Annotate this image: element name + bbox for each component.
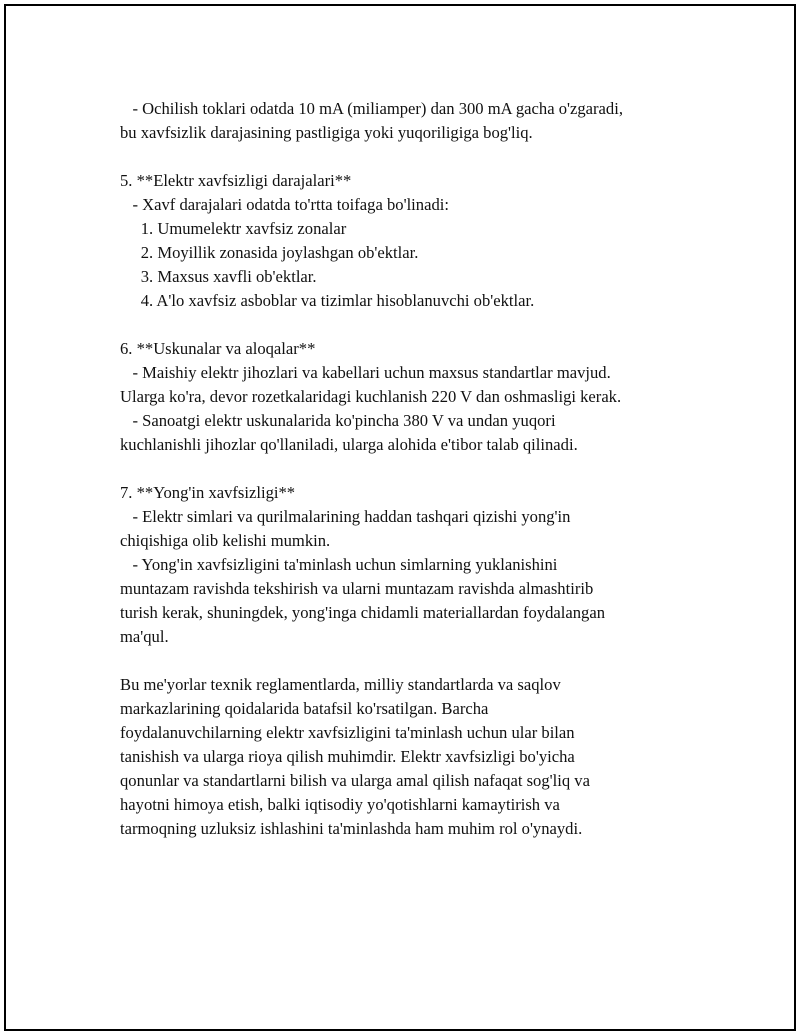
text-line: markazlarining qoidalarida batafsil ko'rsatilgan. Barcha [120, 699, 489, 718]
section-4-continuation [120, 97, 720, 145]
section-7-fire-safety [120, 481, 720, 649]
paragraph-gap [120, 457, 720, 481]
text-line: chiqishiga olib kelishi mumkin. [120, 531, 331, 550]
paragraph-gap [120, 313, 720, 337]
text-line: - Maishiy elektr jihozlari va kabellari uchun maxsus standartlar mavjud. [120, 363, 611, 382]
text-line: muntazam ravishda tekshirish va ularni muntazam ravishda almashtirib [120, 579, 594, 598]
section-heading: 6. **Uskunalar va aloqalar** [120, 339, 316, 358]
text-line: - Xavf darajalari odatda to'rtta toifaga bo'linadi: [120, 195, 449, 214]
list-item: 3. Maxsus xavfli ob'ektlar. [120, 267, 317, 286]
text-line: Ularga ko'ra, devor rozetkalaridagi kuchlanish 220 V dan oshmasligi kerak. [120, 387, 622, 406]
text-line: Bu me'yorlar texnik reglamentlarda, milliy standartlarda va saqlov [120, 675, 561, 694]
text-line: hayotni himoya etish, balki iqtisodiy yo'qotishlarni kamaytirish va [120, 795, 560, 814]
list-item: 1. Umumelektr xavfsiz zonalar [120, 219, 347, 238]
paragraph-gap [120, 145, 720, 169]
text-line: tanishish va ularga rioya qilish muhimdir. Elektr xavfsizligi bo'yicha [120, 747, 575, 766]
document-body [120, 97, 720, 841]
section-heading: 5. **Elektr xavfsizligi darajalari** [120, 171, 352, 190]
section-6-equipment [120, 337, 720, 457]
text-line: foydalanuvchilarning elektr xavfsizligini ta'minlash uchun ular bilan [120, 723, 575, 742]
paragraph-gap [120, 649, 720, 673]
text-line: turish kerak, shuningdek, yong'inga chidamli materiallardan foydalangan [120, 603, 605, 622]
list-item: 4. A'lo xavfsiz asboblar va tizimlar hisoblanuvchi ob'ektlar. [120, 291, 535, 310]
section-5-safety-levels [120, 169, 720, 313]
text-line: bu xavfsizlik darajasining pastligiga yoki yuqoriligiga bog'liq. [120, 123, 533, 142]
text-line: ma'qul. [120, 627, 169, 646]
text-line: - Ochilish toklari odatda 10 mA (miliamper) dan 300 mA gacha o'zgaradi, [120, 99, 623, 118]
text-line: tarmoqning uzluksiz ishlashini ta'minlashda ham muhim rol o'ynaydi. [120, 819, 583, 838]
text-line: - Elektr simlari va qurilmalarining haddan tashqari qizishi yong'in [120, 507, 571, 526]
list-item: 2. Moyillik zonasida joylashgan ob'ektlar. [120, 243, 419, 262]
text-line: - Sanoatgi elektr uskunalarida ko'pincha 380 V va undan yuqori [120, 411, 556, 430]
text-line: kuchlanishli jihozlar qo'llaniladi, ularga alohida e'tibor talab qilinadi. [120, 435, 578, 454]
text-line: - Yong'in xavfsizligini ta'minlash uchun simlarning yuklanishini [120, 555, 558, 574]
section-heading: 7. **Yong'in xavfsizligi** [120, 483, 296, 502]
document-page [4, 4, 796, 1031]
text-line: qonunlar va standartlarni bilish va ularga amal qilish nafaqat sog'liq va [120, 771, 590, 790]
conclusion-paragraph [120, 673, 720, 841]
